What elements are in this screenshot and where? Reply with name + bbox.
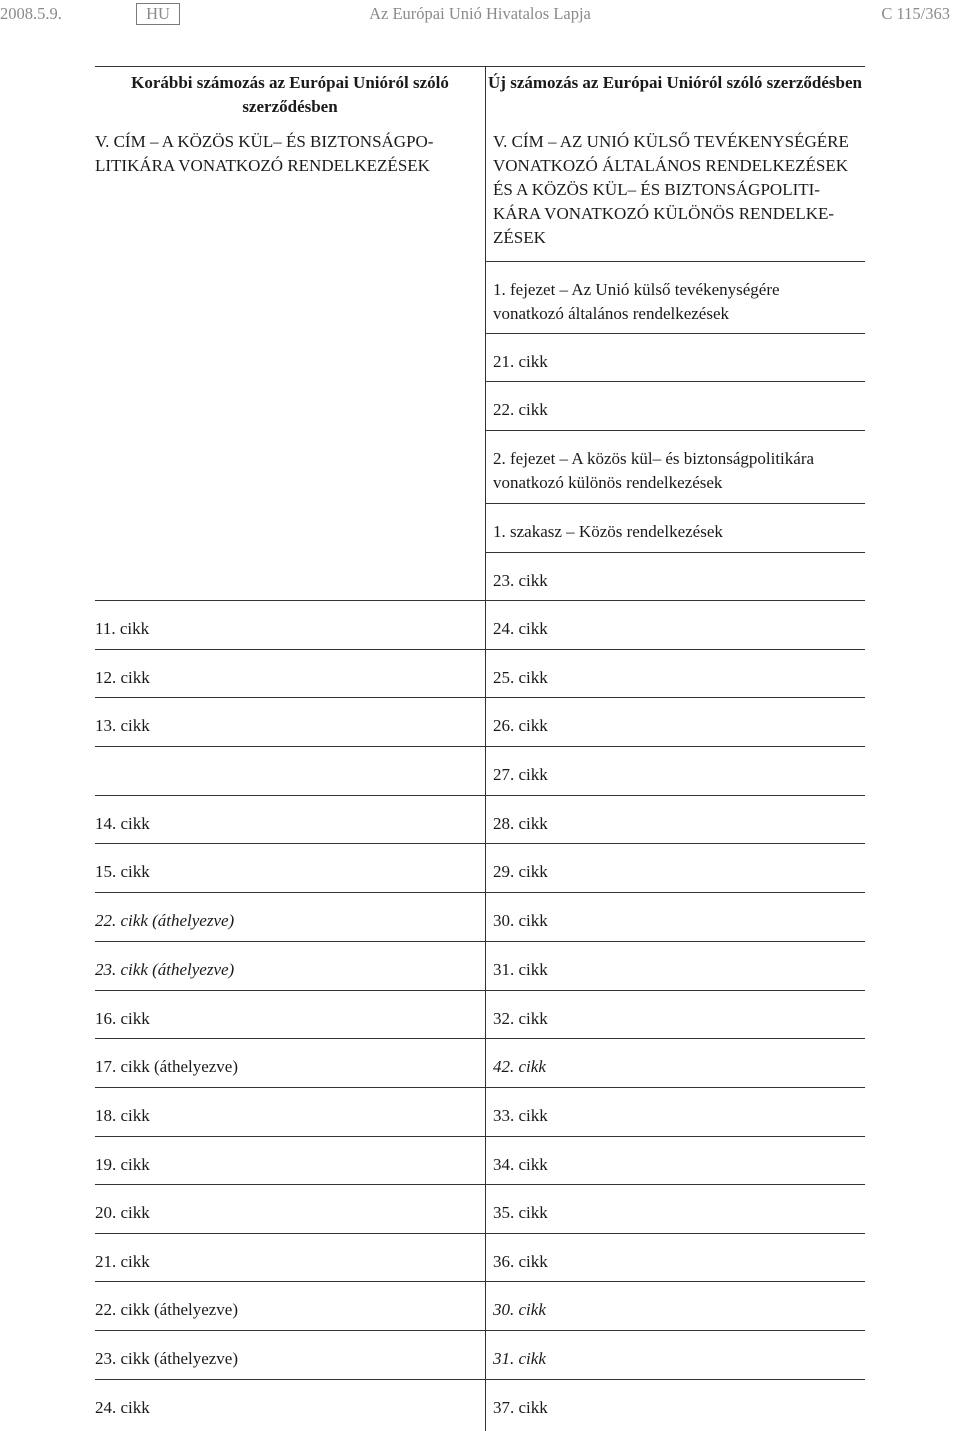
title-right-line: VONATKOZÓ ÁLTALÁNOS RENDELKEZÉSEK — [493, 156, 848, 175]
new-article-cell — [493, 520, 865, 544]
new-article-cell — [493, 447, 865, 495]
new-article-line: vonatkozó különös rendelkezések — [493, 473, 723, 492]
col-right-heading: Új számozás az Európai Unióról szóló szerződésben — [488, 73, 862, 92]
new-article-line: 36. cikk — [493, 1252, 548, 1271]
new-article-cell — [493, 1153, 865, 1177]
old-article-cell: 23. cikk (áthelyezve) — [95, 1349, 239, 1368]
table-top-rule — [95, 66, 865, 67]
new-article-line: 37. cikk — [493, 1398, 548, 1417]
new-article-cell — [493, 1104, 865, 1128]
row-separator-rule — [95, 1087, 865, 1088]
new-article-cell — [493, 1298, 865, 1322]
row-separator-rule — [95, 1281, 865, 1282]
row-separator-rule — [95, 649, 865, 650]
old-article-cell: 19. cikk — [95, 1155, 150, 1174]
header-date: 2008.5.9. — [0, 4, 62, 23]
title-left — [95, 130, 468, 178]
new-article-cell — [493, 958, 865, 982]
title-right — [493, 130, 865, 250]
new-article-cell — [493, 812, 865, 836]
new-article-line: 24. cikk — [493, 619, 548, 638]
new-article-cell — [493, 714, 865, 738]
new-article-line: 1. fejezet – Az Unió külső tevékenységére — [493, 280, 780, 299]
new-article-line: 34. cikk — [493, 1155, 548, 1174]
row-separator-rule — [485, 552, 865, 553]
new-article-line: 30. cikk — [493, 1300, 546, 1319]
new-article-line: 28. cikk — [493, 814, 548, 833]
old-article-cell: 22. cikk (áthelyezve) — [95, 1300, 239, 1319]
row-separator-rule — [485, 261, 865, 262]
new-article-line: 25. cikk — [493, 668, 548, 687]
old-article-cell: 13. cikk — [95, 716, 150, 735]
row-separator-rule — [485, 381, 865, 382]
old-article-cell: 22. cikk (áthelyezve) — [95, 911, 235, 930]
new-article-cell — [493, 666, 865, 690]
new-article-line: 22. cikk — [493, 400, 548, 419]
new-article-cell — [493, 1347, 865, 1371]
row-separator-rule — [95, 1184, 865, 1185]
new-article-line: 29. cikk — [493, 862, 548, 881]
new-article-line: 27. cikk — [493, 765, 548, 784]
language-code-box: HU — [136, 3, 180, 25]
row-separator-rule — [95, 746, 865, 747]
row-separator-rule — [95, 600, 865, 601]
new-article-line: vonatkozó általános rendelkezések — [493, 304, 730, 323]
new-article-line: 21. cikk — [493, 352, 548, 371]
old-article-cell: 12. cikk — [95, 668, 150, 687]
title-left-line: V. CÍM – A KÖZÖS KÜL– ÉS BIZTONSÁGPO- — [95, 132, 434, 151]
journal-title: Az Európai Unió Hivatalos Lapja — [369, 4, 591, 23]
old-article-cell: 15. cikk — [95, 862, 150, 881]
row-separator-rule — [485, 430, 865, 431]
new-article-line: 33. cikk — [493, 1106, 548, 1125]
new-article-line: 31. cikk — [493, 1349, 546, 1368]
new-article-cell — [493, 617, 865, 641]
new-article-cell — [493, 1055, 865, 1079]
new-article-cell — [493, 763, 865, 787]
row-separator-rule — [95, 697, 865, 698]
col-left-heading: Korábbi számozás az Európai Unióról szóló szerződésben — [131, 73, 449, 116]
row-separator-rule — [95, 1038, 865, 1039]
row-separator-rule — [95, 1379, 865, 1380]
title-right-line: V. CÍM – AZ UNIÓ KÜLSŐ TEVÉKENYSÉGÉRE — [493, 132, 849, 151]
row-separator-rule — [95, 1136, 865, 1137]
new-article-cell — [493, 1396, 865, 1420]
old-article-cell: 11. cikk — [95, 619, 150, 638]
new-article-cell — [493, 1201, 865, 1225]
new-article-cell — [493, 1250, 865, 1274]
old-article-cell: 21. cikk — [95, 1252, 150, 1271]
title-right-line: ZÉSEK — [493, 228, 546, 247]
new-article-cell — [493, 398, 865, 422]
new-article-line: 42. cikk — [493, 1057, 546, 1076]
row-separator-rule — [95, 892, 865, 893]
new-article-cell — [493, 278, 865, 326]
row-separator-rule — [485, 503, 865, 504]
title-right-line: KÁRA VONATKOZÓ KÜLÖNÖS RENDELKE- — [493, 204, 835, 223]
old-article-cell: 24. cikk — [95, 1398, 150, 1417]
column-divider — [485, 66, 486, 1431]
new-article-line: 1. szakasz – Közös rendelkezések — [493, 522, 723, 541]
new-article-cell — [493, 909, 865, 933]
old-article-cell: 17. cikk (áthelyezve) — [95, 1057, 239, 1076]
page-number: C 115/363 — [881, 4, 950, 23]
row-separator-rule — [95, 795, 865, 796]
new-article-cell — [493, 350, 865, 374]
old-article-cell: 16. cikk — [95, 1009, 150, 1028]
new-article-line: 26. cikk — [493, 716, 548, 735]
new-article-line: 2. fejezet – A közös kül– és biztonságpolitikára — [493, 449, 815, 468]
new-article-line: 35. cikk — [493, 1203, 548, 1222]
new-article-cell — [493, 569, 865, 593]
old-article-cell: 14. cikk — [95, 814, 150, 833]
new-article-cell — [493, 1007, 865, 1031]
new-article-line: 23. cikk — [493, 571, 548, 590]
old-article-cell: 18. cikk — [95, 1106, 150, 1125]
row-separator-rule — [95, 941, 865, 942]
new-article-line: 31. cikk — [493, 960, 548, 979]
row-separator-rule — [95, 1330, 865, 1331]
new-article-line: 30. cikk — [493, 911, 548, 930]
row-separator-rule — [485, 333, 865, 334]
new-article-line: 32. cikk — [493, 1009, 548, 1028]
row-separator-rule — [95, 843, 865, 844]
old-article-cell: 23. cikk (áthelyezve) — [95, 960, 235, 979]
title-right-line: ÉS A KÖZÖS KÜL– ÉS BIZTONSÁGPOLITI- — [493, 180, 820, 199]
new-article-cell — [493, 860, 865, 884]
row-separator-rule — [95, 1233, 865, 1234]
row-separator-rule — [95, 990, 865, 991]
title-left-line: LITIKÁRA VONATKOZÓ RENDELKEZÉSEK — [95, 156, 430, 175]
old-article-cell: 20. cikk — [95, 1203, 150, 1222]
